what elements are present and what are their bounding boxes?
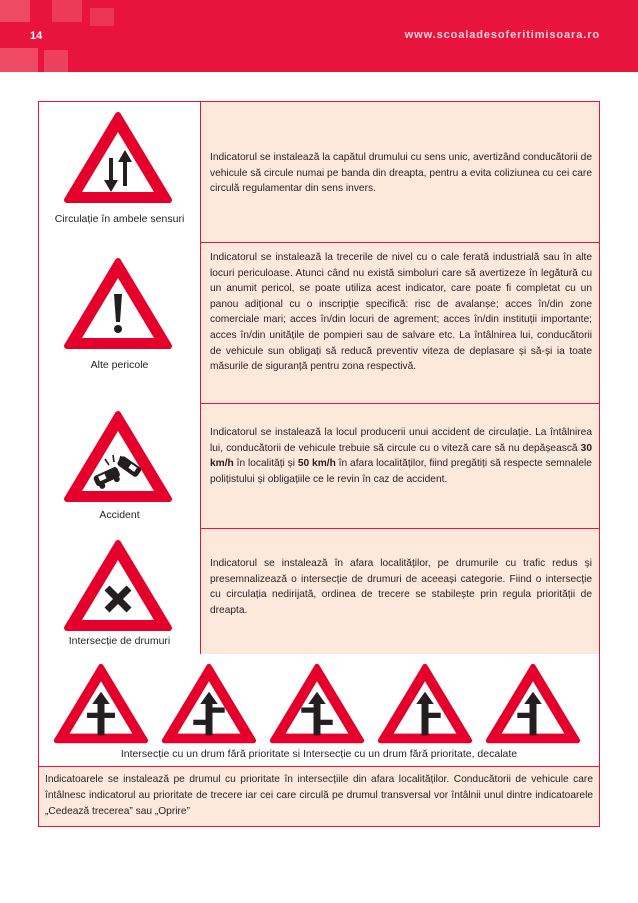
crossroads-sign-icon [63, 538, 173, 634]
sign-row-accident [39, 403, 599, 529]
decorative-square [44, 50, 68, 72]
sign-caption: Alte pericole [90, 359, 149, 371]
staggered-right-left-sign-icon [161, 662, 257, 746]
sign-cell [39, 102, 201, 242]
sign-cell [39, 242, 201, 403]
speed-limit-rural: 50 km/h [297, 458, 336, 470]
sign-description: Indicatorul se instalează la capătul drumului cu sens unic, avertizând conducătorii de vehicule să circule numai pe banda din dreapta, pentru a evita coliziunea cu cei care circulă regulamentar din sens invers. [210, 152, 592, 195]
sign-description: Indicatorul se instalează în afara localităților, pe drumurile cu trafic redus și presemnalizează o intersecție de drumuri de aceeași categorie. Fiind o intersecție cu circulația nedirijată, ordinea de trecere se stabilește prin regula priorității de dreapta. [210, 558, 592, 616]
decorative-square [0, 48, 38, 72]
side-road-left-sign-icon [485, 662, 581, 746]
sign-caption: Intersecție de drumuri [68, 635, 171, 647]
sign-caption: Accident [99, 509, 140, 521]
accident-sign-icon [63, 409, 173, 505]
decorative-square [52, 0, 82, 22]
sign-row-other-dangers [39, 242, 599, 404]
decorative-square [90, 8, 114, 26]
sign-row-crossroads [39, 528, 599, 655]
other-dangers-sign-icon [63, 256, 173, 352]
speed-limit-urban: 30 km/h [210, 442, 592, 470]
priority-note: Indicatoarele se instalează pe drumul cu prioritate în intersecțiile din afara localităților. Conducătorii de vehicule care întâlnesc indicatorul au prioritate de trecere iar cei care circulă pe drumul transversal vor întâlnii unul dintre indicatoarele „Cedează trecerea” sau „Oprire” [45, 774, 593, 817]
two-way-traffic-sign-icon [63, 110, 173, 206]
sign-row-two-way [39, 102, 599, 243]
page-header [0, 0, 638, 72]
site-url-link[interactable]: www.scoaladesoferitimisoara.ro [404, 29, 600, 41]
priority-signs-caption: Intersecție cu un drum fără prioritate si Intersecție cu un drum fără prioritate, decalate [120, 748, 518, 760]
sign-description: Indicatorul se instalează la locul producerii unui accident de circulație. La întâlnirea lui, conducătorii de vehicule trebuie să circule cu o viteză care să nu depășească 30 km/h în localități și 50 km/h în afara localităților, fiind pregătiți să respecte semnalele polițistului și obligațiile ce le revin în caz de accident. [210, 427, 592, 485]
sign-cell [39, 403, 201, 528]
page-number: 14 [30, 30, 43, 42]
priority-signs-row [39, 654, 599, 767]
staggered-left-right-sign-icon [269, 662, 365, 746]
sign-caption: Circulație în ambele sensuri [54, 213, 185, 225]
signs-table [38, 101, 600, 827]
priority-crossroad-sign-icon [53, 662, 149, 746]
side-road-right-sign-icon [377, 662, 473, 746]
sign-description: Indicatorul se instalează la trecerile de nivel cu o cale ferată industrială sau în alte locuri periculoase. Atunci când nu există simboluri care să avertizeze în legătură cu un anumit pericol, se poate utiliza acest indicator, care poate fi completat cu un panou adițional cu o inscripție specifică: risc de avalanșe; acces în/din zone comerciale mari; acces în/din locuri de agrement; acces în/din instituții importante; acces în/din unitățile de pompieri sau de salvare etc. La întâlnirea lui, conducătorii de vehicule sun obligați să reducă preventiv viteza de deplasare și să-și ia toate măsurile de siguranță pentru zona respectivă. [210, 252, 592, 373]
decorative-square [0, 0, 30, 22]
sign-cell [39, 528, 201, 654]
